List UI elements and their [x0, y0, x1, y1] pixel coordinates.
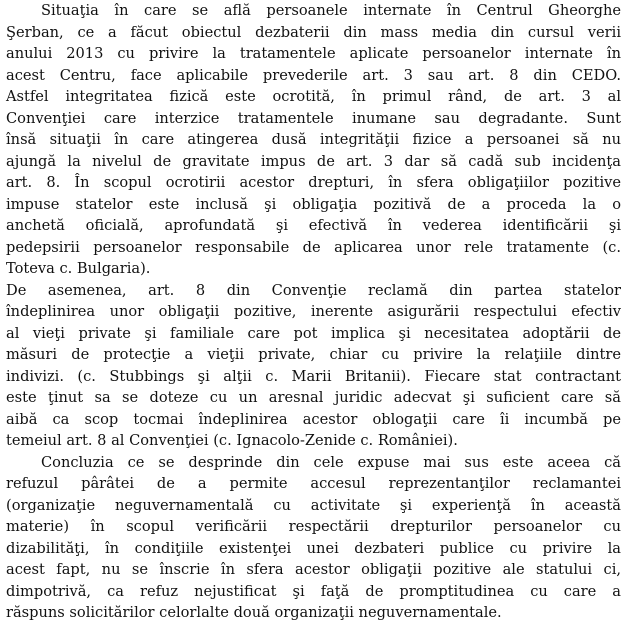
text-line: Toteva c. Bulgaria).	[6, 260, 151, 277]
text-line: De asemenea, art. 8 din Convenţie reclamă din partea statelor	[6, 281, 621, 299]
text-line: Concluzia ce se desprinde din cele expuse mai sus este aceea că	[41, 453, 621, 471]
text-line: art. 8. În scopul ocrotirii acestor drepturi, în sfera obligaţiilor pozitive	[6, 174, 621, 191]
text-line: indivizi. (c. Stubbings şi alţii c. Marii Britanii). Fiecare stat contractant	[6, 367, 621, 385]
text-line: al vieţi private şi familiale care pot implica şi necesitatea adoptării de	[6, 324, 621, 342]
text-line: Situaţia în care se află persoanele internate în Centrul Gheorghe	[41, 2, 621, 19]
text-line: refuzul pârâtei de a permite accesul reprezentanţilor reclamantei	[6, 475, 621, 492]
paragraph-3	[6, 452, 621, 624]
text-line: îndeplinirea unor obligaţii pozitive, inerente asigurării respectului efectiv	[6, 303, 621, 320]
text-line: dimpotrivă, ca refuz nejustificat şi faţă de promptitudinea cu care a	[6, 582, 621, 600]
paragraph-1	[6, 0, 621, 280]
text-line: însă situaţii în care atingerea dusă integrităţii fizice a persoanei să nu	[6, 131, 621, 148]
text-line: anului 2013 cu privire la tratamentele aplicate persoanelor internate în	[6, 45, 621, 62]
text-line: materie) în scopul verificării respectării drepturilor persoanelor cu	[6, 518, 621, 535]
text-line: aibă ca scop tocmai îndeplinirea acestor oblogaţii care îi incumbă pe	[6, 410, 621, 428]
text-line: măsuri de protecţie a vieţii private, chiar cu privire la relaţiile dintre	[6, 346, 621, 363]
text-line: acest Centru, face aplicabile prevederile art. 3 sau art. 8 din CEDO.	[6, 66, 621, 84]
paragraph-2	[6, 280, 621, 452]
text-line: impuse statelor este inclusă şi obligaţia pozitivă de a proceda la o	[6, 195, 621, 213]
text-line: (organizaţie neguvernamentală cu activitate şi experienţă în această	[6, 496, 621, 514]
text-line: Astfel integritatea fizică este ocrotită, în primul rând, de art. 3 al	[6, 88, 621, 105]
text-line: temeiul art. 8 al Convenţiei (c. Ignacolo-Zenide c. României).	[6, 432, 458, 449]
text-line: răspuns solicitărilor celorlalte două organizaţii neguvernamentale.	[6, 604, 502, 621]
text-line: ajungă la nivelul de gravitate impus de art. 3 dar să cadă sub incidenţa	[6, 152, 621, 170]
document-page	[6, 0, 621, 621]
text-line: Şerban, ce a făcut obiectul dezbaterii din mass media din cursul verii	[6, 23, 621, 41]
text-line: acest fapt, nu se înscrie în sfera acestor obligaţii pozitive ale statului ci,	[6, 561, 621, 578]
text-line: este ţinut sa se doteze cu un aresnal juridic adecvat şi suficient care să	[6, 389, 621, 406]
text-line: Convenţiei care interzice tratamentele inumane sau degradante. Sunt	[6, 109, 621, 127]
text-line: anchetă oficială, aprofundată şi efectivă în vederea identificării şi	[6, 217, 621, 234]
text-line: dizabilităţi, în condiţiile existenţei unei dezbateri publice cu privire la	[6, 539, 621, 557]
text-line: pedepsirii persoanelor responsabile de aplicarea unor rele tratamente (c.	[6, 238, 621, 256]
